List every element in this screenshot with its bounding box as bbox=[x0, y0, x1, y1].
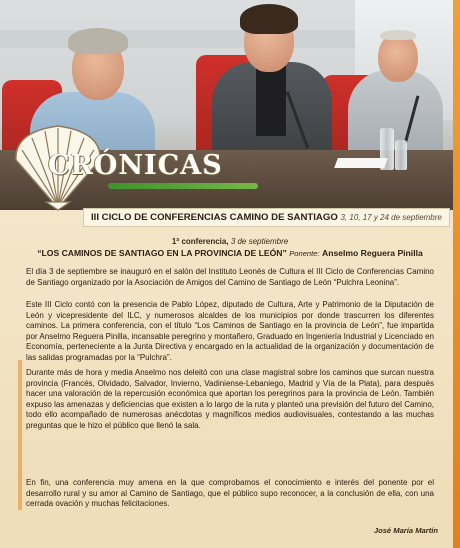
paragraph-2: Este III Ciclo contó con la presencia de Pablo López, diputado de Cultura, Arte y Patrimonio de la Diputación de León y vicepresidente del ILC, y numerosos alcaldes de los municipios por donde trascurren los diferentes caminos. La primera conferencia, con el título “Los Caminos de Santiago en la provincia de León”, fue impartida por Anselmo Reguera Pinilla, incansable peregrino y montañero, Graduado en Ingeniería Industrial y Licenciado en Economía, perteneciente a la Junta Directiva y encargado en la actualidad de la organización y documentación de las salidas programadas por la “Pulchra”. bbox=[26, 300, 434, 362]
orange-brush-stroke bbox=[18, 360, 22, 510]
author-signature: José María Martín bbox=[373, 526, 438, 535]
speaker-label: Ponente: bbox=[289, 249, 320, 258]
conference-number bbox=[0, 237, 460, 246]
cycle-banner bbox=[83, 208, 450, 227]
conference-title: “LOS CAMINOS DE SANTIAGO EN LA PROVINCIA DE LEÓN” bbox=[37, 248, 287, 258]
orange-side-strip bbox=[453, 0, 460, 548]
section-title: CRÓNICAS bbox=[48, 150, 223, 181]
title-underline bbox=[108, 183, 258, 189]
conference-heading bbox=[0, 248, 460, 258]
paragraph-3: Durante más de hora y media Anselmo nos deleitó con una clase magistral sobre los caminos que surcan nuestra provincia (Francés, Olvidado, Salvador, Invierno, Vadiniense-Lebaniego, Madrid y Vía de la Plata), para después hacer una valoración de la repercusión económica que aportan los peregrinos para la provincia de León. También expuso las amenazas y deficiencias que existen a lo largo de la ruta y planteó una previsión del futuro del Camino, todo ello acompañado de numerosas anécdotas y magníficos medios audiovisuales, contestando a las muchas preguntas que le hizo el público que llenó la sala. bbox=[26, 368, 434, 430]
conference-date: 3 de septiembre bbox=[230, 237, 289, 246]
cycle-dates: 3, 10, 17 y 24 de septiembre bbox=[340, 213, 442, 222]
conference-number-label: 1ª conferencia, bbox=[171, 237, 229, 246]
paragraph-1: El día 3 de septiembre se inauguró en el salón del Instituto Leonés de Cultura el III Ciclo de Conferencias Camino de Santiago organizado por la Asociación de Amigos del Camino de Santiago de León “Pulchra Leonina”. bbox=[26, 267, 434, 287]
speaker-name: Anselmo Reguera Pinilla bbox=[321, 248, 423, 258]
cycle-title: III CICLO DE CONFERENCIAS CAMINO DE SANTIAGO bbox=[91, 212, 338, 223]
paragraph-4: En fin, una conferencia muy amena en la que comprobamos el conocimiento e interés del ponente por el desarrollo rural y su amor al Camino de Santiago, que el público supo reconocer, a la conclusión de ella, con una cerrada ovación y muchas felicitaciones. bbox=[26, 478, 434, 509]
